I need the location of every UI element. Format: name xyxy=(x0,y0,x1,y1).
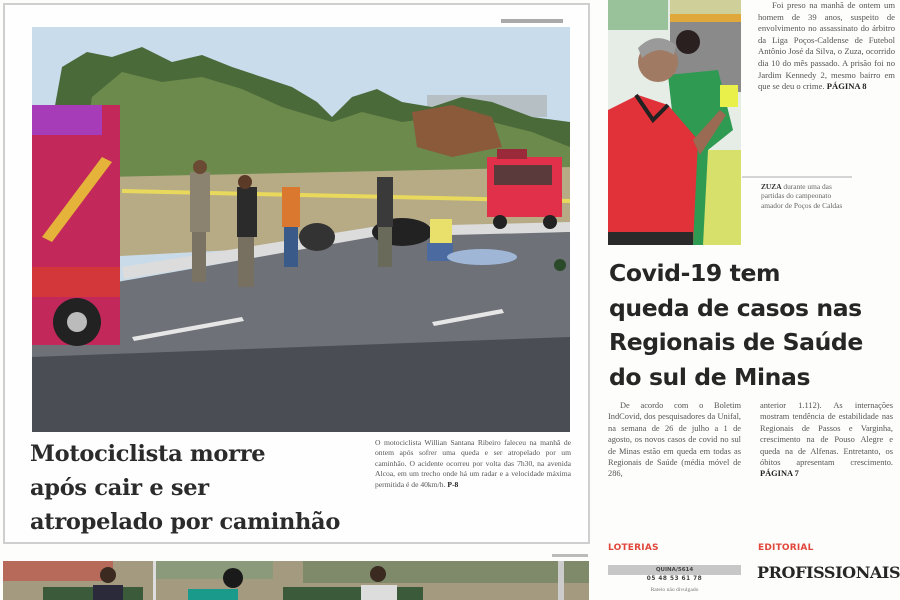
headline-line: queda de casos nas xyxy=(609,293,862,322)
covid-text-1: De acordo com o Boletim IndCovid, dos pesquisadores da Unifal, na semana de 26 de julho a 1 de agosto, os novos casos de covid no sul de Minas estão em queda em todas as Regionais de Saúde (média móvel de 286, xyxy=(608,401,741,479)
referee-photo[interactable] xyxy=(608,0,741,245)
main-story-photo[interactable] xyxy=(32,27,570,432)
headline-line: do sul de Minas xyxy=(609,362,811,391)
referee-text: Foi preso na manhã de ontem um homem de 39 anos, suspeito de envolvimento no assassinato do árbitro da Liga Poços-Caldense de Futebol Antônio José da Silva, o Zuza, ocorrido dia 10 do mês passado. A prisão foi no Jardim Kennedy 2, mesmo bairro em que se deu o crime. xyxy=(758,0,895,92)
loterias-game: QUINA/5614 xyxy=(608,565,741,575)
referee-page-ref[interactable]: PÁGINA 8 xyxy=(826,81,867,92)
photo-credit xyxy=(501,19,563,23)
main-story-box xyxy=(3,3,590,544)
covid-column-1 xyxy=(608,400,741,480)
covid-column-2 xyxy=(760,400,893,480)
covid-text-2: anterior 1.112). As internações mostram tendência de estabilidade nas Regionais de Passos e Varginha, crescimento na de Pouso Alegre e queda na de Alfenas. Entretanto, os óbitos apresentam crescimento. xyxy=(760,401,893,468)
referee-photo-caption xyxy=(761,182,851,210)
covid-page-ref[interactable]: PÁGINA 7 xyxy=(760,469,799,479)
loterias-label: LOTERIAS xyxy=(608,543,659,553)
headline-line: Motociclista morre xyxy=(30,441,266,467)
editorial-label: EDITORIAL xyxy=(758,543,814,553)
headline-line: Covid-19 tem xyxy=(609,259,781,287)
referee-story-text xyxy=(758,0,895,93)
lede-text: O motociclista Willian Santana Ribeiro faleceu na manhã de ontem após sofrer uma queda e ser atropelado por um caminhão. O acidente ocorreu por volta das 7h30, na avenida Alcoa, em um trecho onde há um radar e a velocidade máxima permitida é de 40km/h. xyxy=(375,438,571,489)
bottom-photo-credit xyxy=(552,554,588,557)
main-headline[interactable] xyxy=(30,437,375,539)
headline-line: após cair e ser xyxy=(30,475,209,501)
caption-divider xyxy=(742,176,852,178)
headline-line: Regionais de Saúde xyxy=(609,328,863,356)
page-ref[interactable]: P-8 xyxy=(447,479,459,489)
headline-line: atropelado por caminhão xyxy=(30,509,341,535)
loterias-numbers: 05 48 53 61 78 xyxy=(646,576,703,582)
covid-headline[interactable] xyxy=(609,256,899,394)
main-lede xyxy=(375,438,571,490)
caption-text: durante uma das partidas do campeonato amador de Poços de Caldas xyxy=(761,182,843,210)
caption-name: ZUZA xyxy=(761,182,782,191)
editorial-title[interactable]: PROFISSIONAIS xyxy=(757,563,900,582)
bottom-strip-photo[interactable] xyxy=(3,561,589,600)
loterias-note: Rateio não divulgado xyxy=(650,587,699,593)
